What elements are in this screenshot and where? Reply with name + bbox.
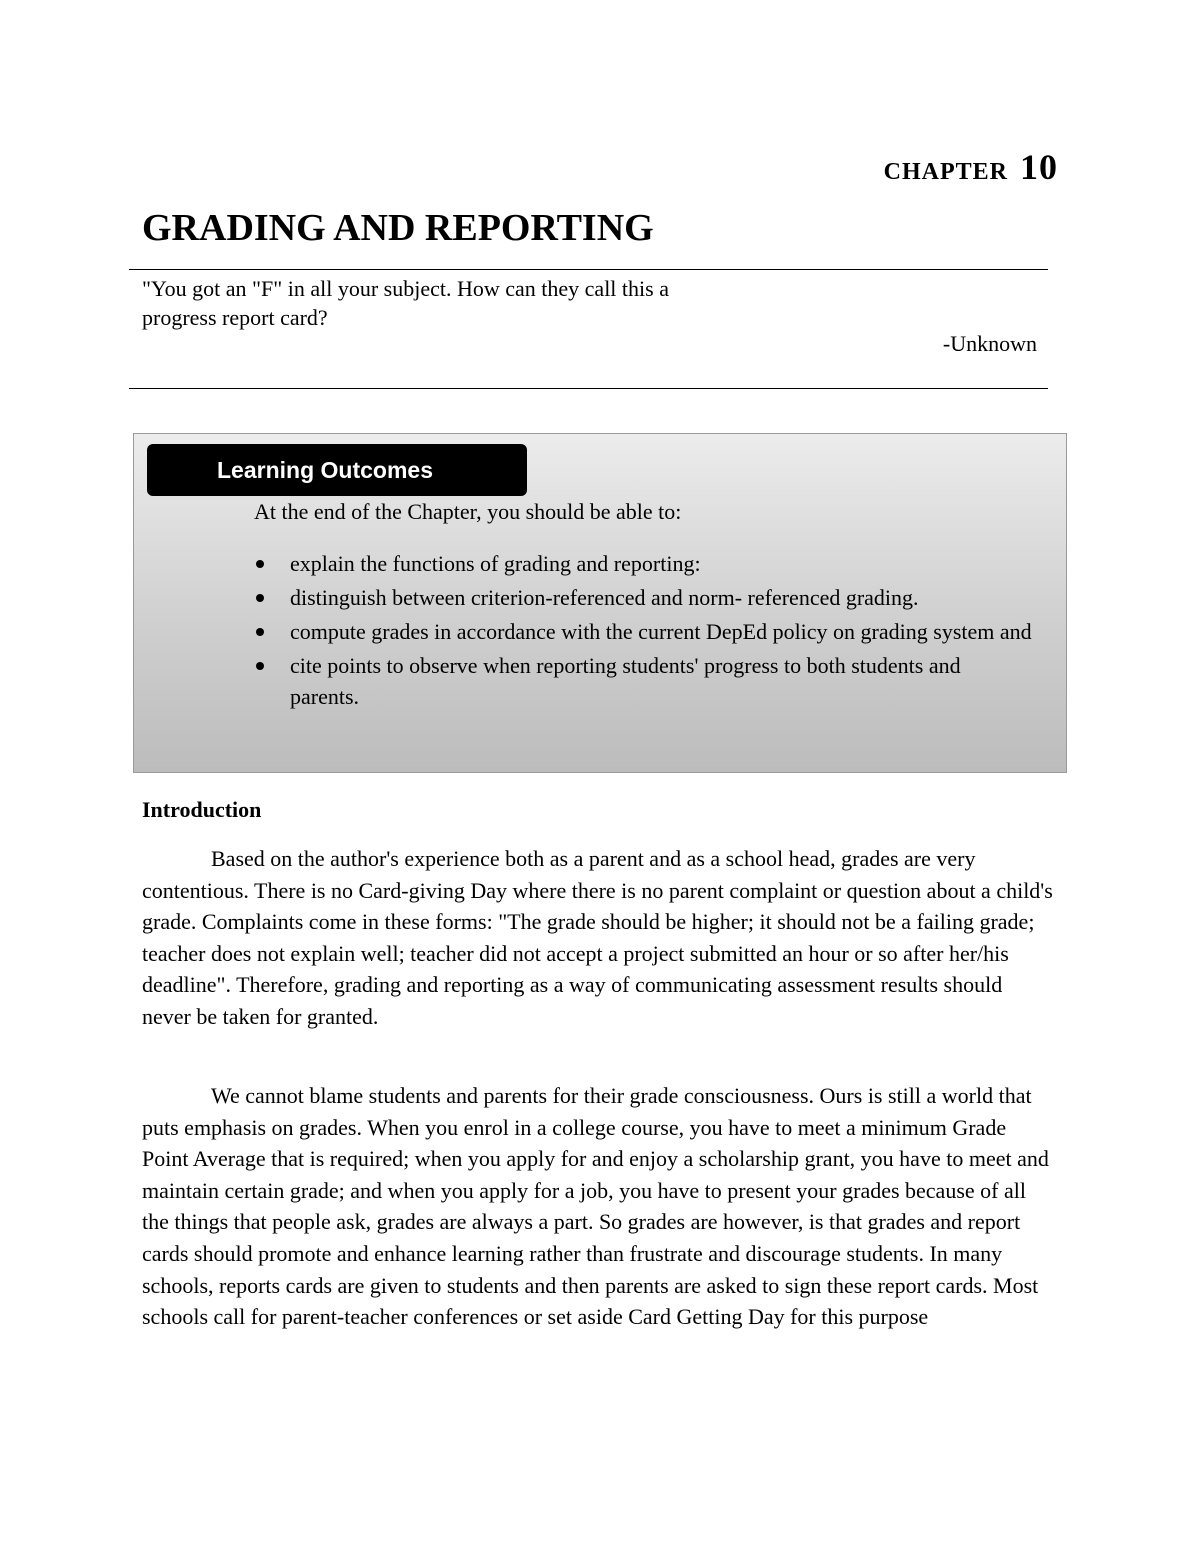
introduction-paragraph-1: Based on the author's experience both as a parent and as a school head, grades are very contentious. There is no Card-giving Day where there is no parent complaint or question about a child's grade. Complaints come in these forms: "The grade should be higher; it should not be a failing grade; teacher does not explain well; teacher did not accept a project submitted an hour or so after her/his deadline". Therefore, grading and reporting as a way of communicating assessment results should never be taken for granted. [142, 846, 1053, 1029]
epigraph-quote: "You got an "F" in all your subject. How can they call this a progress report card? [142, 276, 669, 330]
chapter-title: GRADING AND REPORTING [142, 207, 654, 249]
learning-outcomes-intro: At the end of the Chapter, you should be able to: [254, 499, 682, 524]
chapter-number: 10 [1020, 147, 1058, 187]
chapter-word: CHAPTER [883, 159, 1008, 185]
chapter-label [884, 146, 1058, 188]
list-item: distinguish between criterion-referenced and norm- referenced grading. [254, 582, 1034, 613]
epigraph-author: -Unknown [942, 331, 1037, 356]
introduction-paragraph-2: We cannot blame students and parents for their grade consciousness. Ours is still a world that puts emphasis on grades. When you enrol in a college course, you have to meet a minimum Grade Point Average that is required; when you apply for and enjoy a scholarship grant, you have to meet and maintain certain grade; and when you apply for a job, you have to present your grades because of all the things that people ask, grades are always a part. So grades are however, is that grades and report cards should promote and enhance learning rather than frustrate and discourage students. In many schools, reports cards are given to students and then parents are asked to sign these report cards. Most schools call for parent-teacher conferences or set aside Card Getting Day for this purpose [142, 1083, 1049, 1330]
list-item: cite points to observe when reporting students' progress to both students and parents. [254, 650, 1034, 712]
list-item: compute grades in accordance with the current DepEd policy on grading system and [254, 616, 1034, 647]
list-item: explain the functions of grading and reporting: [254, 548, 1034, 579]
bottom-divider [129, 388, 1048, 389]
learning-outcomes-list [254, 548, 1034, 715]
learning-outcomes-heading: Learning Outcomes [147, 444, 527, 496]
introduction-heading: Introduction [142, 797, 262, 822]
top-divider [129, 269, 1048, 270]
